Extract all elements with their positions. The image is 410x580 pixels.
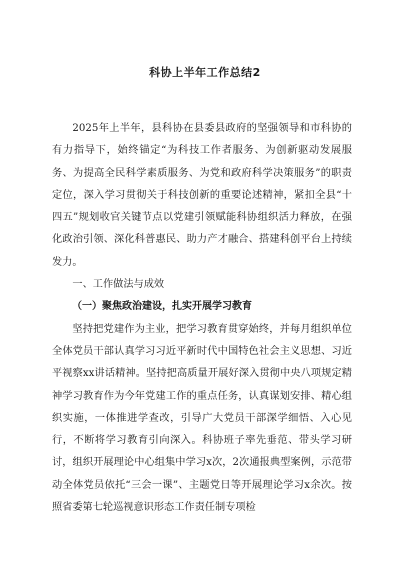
document-body <box>52 118 352 519</box>
document-title: 科协上半年工作总结2 <box>149 66 261 79</box>
section-heading: 一、工作做法与成效 <box>72 279 165 291</box>
subsection-heading: （一）聚焦政治建设，扎实开展学习教育 <box>72 301 252 313</box>
intro-paragraph: 2025年上半年，县科协在县委县政府的坚强领导和市科协的有力指导下，始终锚定“为科技工作者服务、为创新驱动发展服务、为提高全民科学素质服务、为党和政府科学决策服务”的职责定位，深入学习贯彻关于科技创新的重要论述精神，紧扣全县“十四五”规划收官关键节点以党建引领赋能科协组织活力释放，在强化政治引领、深化科普惠民、助力产才融合、搭建科创平台上持续发力。 <box>52 123 352 268</box>
subsection-paragraph: 坚持把党建作为主业，把学习教育贯穿始终，并每月组织单位全体党员干部认真学习习近平新时代中国特色社会主义思想、习近平视察xx讲话精神。坚持把高质量开展好深入贯彻中央八项规定精神学习教育作为今年党建工作的重点任务，认真谋划安排、精心组织实施，一体推进学查改，引导广大党员干部深学细悟、入心见行，不断将学习教育引向深入。科协班子率先垂范、带头学习研讨，组织开展理论中心组集中学习x次，2次通报典型案例，示范带动全体党员依托“三会一课”、主题党日等开展理论学习x余次。按照省委第七轮巡视意识形态工作责任制专项检 <box>52 323 352 514</box>
